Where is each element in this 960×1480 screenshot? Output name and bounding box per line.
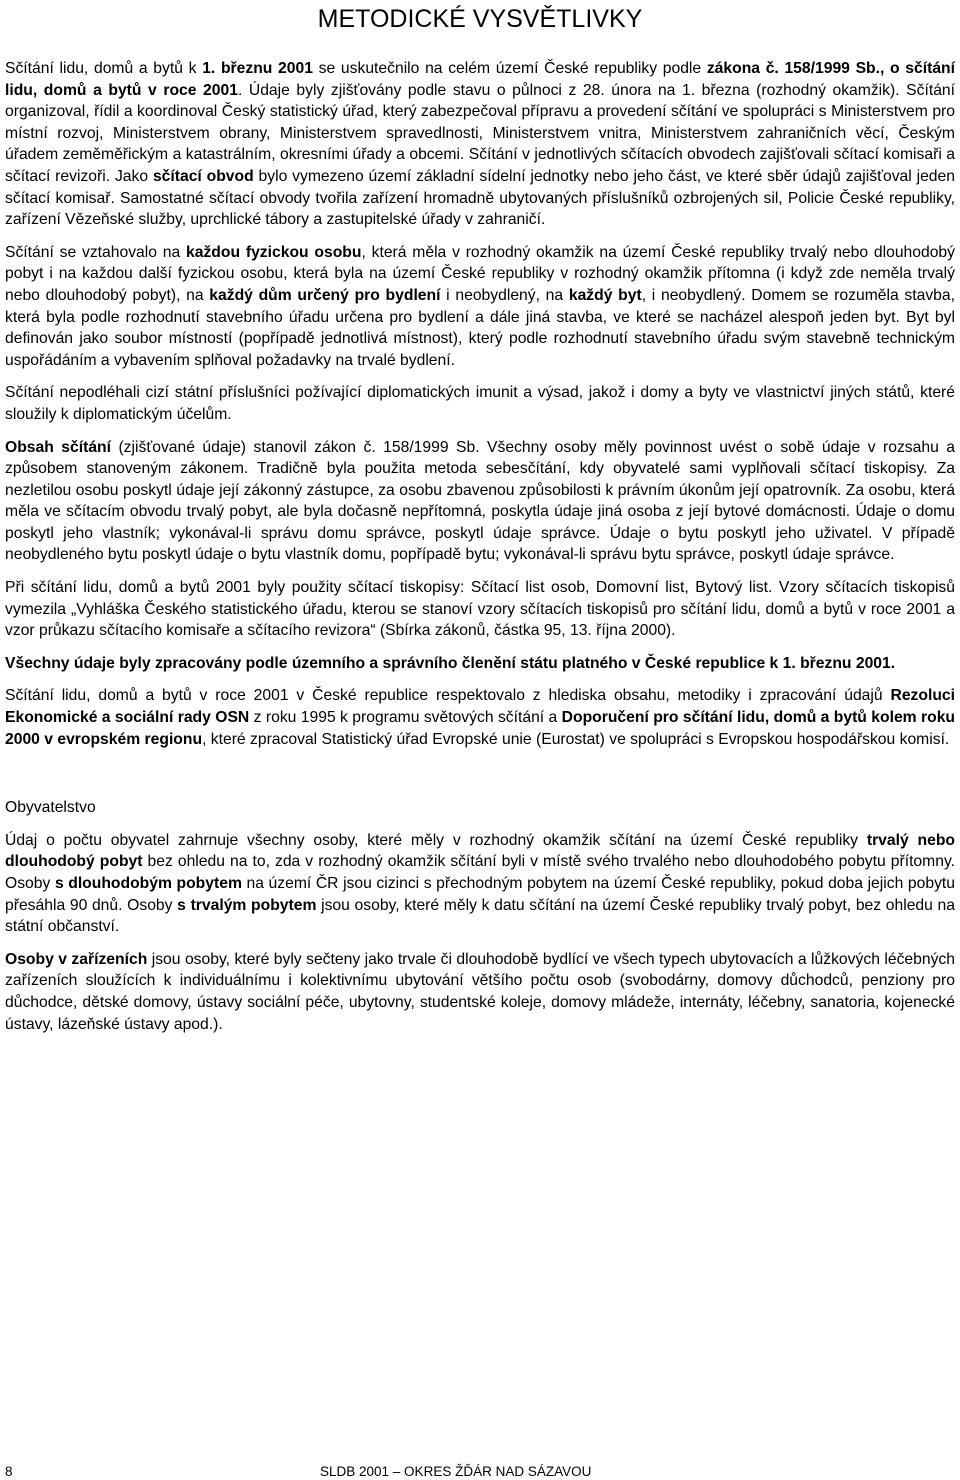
text-run: Sčítání lidu, domů a bytů v roce 2001 v České republice respektovalo z hlediska obsahu, metodiky i zpracování údajů <box>5 687 891 705</box>
text-run: Při sčítání lidu, domů a bytů 2001 byly použity sčítací tiskopisy: Sčítací list osob, Domovní list, Bytový list. Vzory sčítacích tiskopisů vymezila „Vyhláška Českého statistického úřadu, kterou se stanoví vzory sčítacích tiskopisů pro sčítání lidu, domů a bytů v roce 2001 a vzor průkazu sčítacího komisaře a sčítacího revizora“ (Sbírka zákonů, částka 95, 13. října 2000). <box>5 579 955 640</box>
page-title: METODICKÉ VYSVĚTLIVKY <box>317 5 643 33</box>
bold-text-run: sčítací obvod <box>152 167 254 185</box>
paragraph-census-content <box>5 437 955 567</box>
paragraph-population-definition <box>5 830 955 938</box>
paragraph-un-recommendations <box>5 685 955 750</box>
page-number: 8 <box>5 1464 13 1479</box>
document-body <box>5 58 955 1046</box>
bold-text-run: každou fyzickou osobu <box>186 243 362 261</box>
bold-text-run: zákona č. 158/1999 Sb., o sčítání lidu, domů a bytů v roce 2001 <box>5 60 955 99</box>
bold-text-run: Doporučení pro sčítání lidu, domů a bytů kolem roku 2000 v evropském regionu <box>5 709 955 748</box>
paragraph-territorial-division <box>5 653 955 675</box>
text-run: jsou osoby, které měly k datu sčítání na území České republiky trvalý pobyt, bez ohledu na státní občanství. <box>5 896 955 936</box>
paragraph-census-intro <box>5 58 955 231</box>
text-run: bylo vymezeno území základní sídelní jednotky nebo jeho část, ve které sběr údajů zajišťoval jeden sčítací komisař. Samostatné sčítací obvody tvořila zařízení hromadně ubytovaných příslušníků ozbrojených sil, Policie České republiky, zařízení Vězeňské služby, uprchlické tábory a zastupitelské úřady v zahraničí. <box>5 167 955 229</box>
text-run: jsou osoby, které byly sečteny jako trvale či dlouhodobě bydlící ve všech typech ubytovacích a lůžkových léčebných zařízeních sloužících k individuálnímu i kolektivnímu ubytování většího počtu osob (svobodárny, domovy důchodců, penziony pro důchodce, dětské domovy, ústavy sociální péče, ubytovny, studentské koleje, domovy mládeže, internáty, léčebny, sanatoria, kojenecké ústavy, lázeňské ústavy apod.). <box>5 950 955 1033</box>
text-run: Sčítání se vztahovalo na <box>5 243 187 261</box>
bold-text-run: 1. březnu 2001 <box>202 60 313 77</box>
text-run: Sčítání lidu, domů a bytů k <box>5 60 203 77</box>
footer-title: SLDB 2001 – OKRES ŽĎÁR NAD SÁZAVOU <box>320 1464 592 1479</box>
paragraph-persons-in-facilities <box>5 949 955 1035</box>
text-run: . Údaje byly zjišťovány podle stavu o půlnoci z 28. února na 1. března (rozhodný okamžik). Sčítání organizoval, řídil a koordinoval Český statistický úřad, který zabezpečoval přípravu a provedení sčítání ve spolupráci s Ministerstvem pro místní rozvoj, Ministerstvem obrany, Ministerstvem spravedlnosti, Ministerstvem vnitra, Ministerstvem zahraničních věcí, Českým úřadem zeměměřickým a katastrálním, okresními úřady a obcemi. Sčítání v jednotlivých sčítacích obvodech zajišťovali sčítací komisaři a sčítací revizoři. Jako <box>5 81 955 185</box>
text-run: , která měla v rozhodný okamžik na území České republiky trvalý nebo dlouhodobý pobyt i na každou další fyzickou osobu, která byla na území České republiky v rozhodný okamžik přítomna (i když zde neměla trvalý nebo dlouhodobý pobyt), na <box>5 243 956 304</box>
text-run: , i neobydlený. Domem se rozuměla stavba, která byla podle rozhodnutí stavebního úřadu určena pro bydlení a dále jiná stavba, ve které se nacházel alespoň jeden byt. Byt byl definován jako soubor místností (popřípadě jednotlivá místnost), který podle rozhodnutí stavebního úřadu svým stavebně technickým uspořádáním a vybavením splňoval požadavky na trvalé bydlení. <box>5 286 955 369</box>
text-run: bez ohledu na to, zda v rozhodný okamžik sčítání byli v místě svého trvalého nebo dlouhodobého pobytu přítomny. Osoby <box>5 853 955 892</box>
bold-text-run: každý dům určený pro bydlení <box>209 286 441 304</box>
bold-text-run: Všechny údaje byly zpracovány podle územního a správního členění státu platného v České republice k 1. březnu 2001. <box>5 654 896 672</box>
text-run: z roku 1995 k programu světových sčítání a <box>249 709 562 727</box>
bold-text-run: s trvalým pobytem <box>177 896 317 914</box>
text-run: se uskutečnilo na celém území České republiky podle <box>312 60 707 77</box>
section-heading-population: Obyvatelstvo <box>5 799 96 817</box>
bold-text-run: trvalý nebo dlouhodobý pobyt <box>5 831 955 871</box>
bold-text-run: Osoby v zařízeních <box>5 950 148 968</box>
bold-text-run: s dlouhodobým pobytem <box>54 875 242 892</box>
paragraph-census-scope <box>5 242 955 372</box>
text-run: Sčítání nepodléhali cizí státní příslušníci požívající diplomatických imunit a výsad, jakož i domy a byty ve vlastnictví jiných států, které sloužily k diplomatickým účelům. <box>5 384 955 423</box>
text-run: Údaj o počtu obyvatel zahrnuje všechny osoby, které měly v rozhodný okamžik sčítání na území České republiky <box>5 831 867 849</box>
text-run: i neobydlený, na <box>440 286 569 304</box>
paragraph-diplomatic-exemption <box>5 382 955 425</box>
paragraph-census-forms <box>5 577 955 642</box>
bold-text-run: každý byt <box>568 286 642 304</box>
bold-text-run: Rezoluci Ekonomické a sociální rady OSN <box>5 687 955 727</box>
bold-text-run: Obsah sčítání <box>5 438 111 456</box>
text-run: (zjišťované údaje) stanovil zákon č. 158/1999 Sb. Všechny osoby měly povinnost uvést o sobě údaje v rozsahu a způsobem stanoveným zákonem. Tradičně byla použita metoda sebesčítání, kdy obyvatelé sami vyplňovali sčítací tiskopisy. Za nezletilou osobu poskytl údaje její zákonný zástupce, za osobu zbavenou způsobilosti k právním úkonům její opatrovník. Za osobu, která měla ve sčítacím obvodu trvalý pobyt, ale byla dočasně nepřítomná, poskytla údaje jiná osoba z její bytové domácnosti. Údaje o domu poskytl jeho vlastník; vykonával-li správu domu správce, poskytl údaje správce. Údaje o bytu poskytl jeho uživatel. V případě neobydleného bytu poskytl údaje o bytu vlastník domu, popřípadě bytu; vykonával-li správu bytu správce, poskytl údaje správce. <box>5 438 955 564</box>
text-run: , které zpracoval Statistický úřad Evropské unie (Eurostat) ve spolupráci s Evropskou hospodářskou komisí. <box>202 730 950 748</box>
text-run: na území ČR jsou cizinci s přechodným pobytem na území České republiky, pokud doba jejich pobytu přesáhla 90 dnů. Osoby <box>5 875 956 914</box>
